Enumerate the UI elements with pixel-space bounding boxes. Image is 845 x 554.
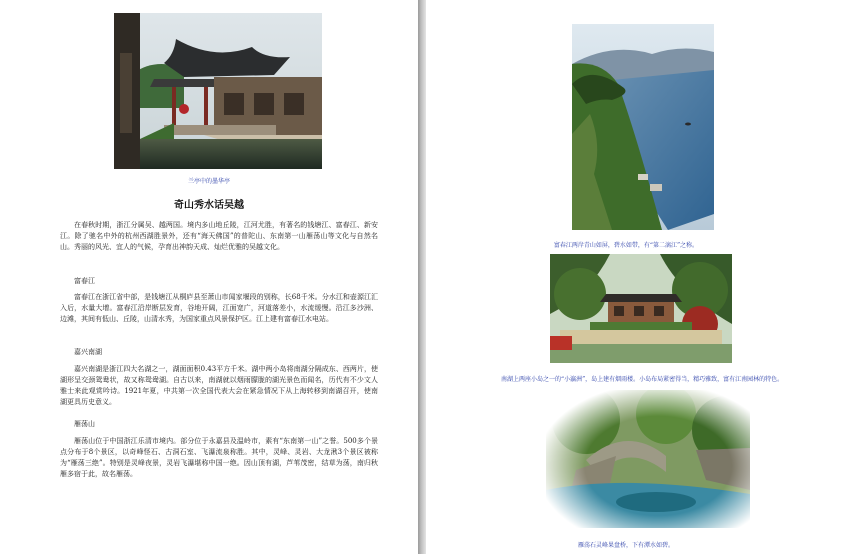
fuchun-caption: 富春江两岸青山如屏，碧水如带，有“第二漓江”之称。: [553, 242, 699, 249]
right-page: [426, 0, 845, 554]
yandang-caption: 雁荡石灵峰果盘桥，下有潭水如碧。: [577, 542, 674, 549]
left-page: [0, 0, 418, 554]
south-lake-caption: 南湖上两座小岛之一的“小瀛洲”，岛上建有烟雨楼。小岛布局紧密得当，精巧雅致，富有江南园林的特色。: [501, 376, 784, 383]
section-text-nanhu: 嘉兴南湖是浙江四大名湖之一，湖面面积0.43平方千米。湖中两小岛将南湖分隔成东、西两片，使湖形呈交颈鸳鸯状，故又称鸳鸯湖。自古以来，南湖就以烟雨朦胧的湖光景色而闻名，历代有不少文人雅士来此观赏吟诗。1921年夏，中共第一次全国代表大会在紧急情况下从上海转移到南湖召开，使南湖更具历史意义。: [60, 365, 378, 406]
page-title: 奇山秀水话吴越: [174, 200, 244, 211]
section-heading-yandang: 雁荡山: [74, 420, 95, 428]
section-text-fuchun: 富春江在浙江省中部，是钱塘江从桐庐县至萧山市闻家堰段的别称，长68千米。分水江和壶源江汇入后，水量大增。富春江沿岸断层发育，谷地开阔，江面宽广，河道落差小，水流缓慢。沿江多沙洲、边滩，其间有低山、丘陵，山清水秀，为国家重点风景保护区。江上建有富春江水电站。: [60, 293, 378, 323]
intro-paragraph: 在春秋时期，浙江分属吴、越两国。境内多山地丘陵，江河尤胜，有著名的钱塘江、富春江、新安江。除了驰名中外的杭州西湖胜景外，还有“海天佛国”的普陀山、东南第一山雁荡山等文化与自然名山。秀丽的风光、宜人的气候，孕育出神韵天成、灿烂优雅的吴越文化。: [60, 221, 378, 251]
south-lake-photo: [550, 254, 732, 363]
photo-caption: 兰亭中的墨华亭: [187, 178, 230, 185]
section-text-yandang: 雁荡山位于中国浙江乐清市境内。部分位于永嘉县及温岭市，素有“东南第一山”之誉。500多个景点分布于8个景区，以奇峰怪石、古洞石室、飞瀑流泉称胜。其中，灵峰、灵岩、大龙湫3个景区被称为“雁荡三绝”。特别是灵峰夜景，灵岩飞瀑堪称中国一绝。因山顶有湖，芦苇茂密，结草为荡，南归秋雁多宿于此，故名雁荡。: [60, 437, 378, 478]
pavilion-photo: [114, 13, 322, 169]
section-heading-fuchun: 富春江: [74, 277, 95, 285]
fuchun-river-photo: [572, 24, 714, 230]
book-gutter: [418, 0, 426, 554]
yandang-photo: [546, 390, 750, 528]
section-heading-nanhu: 嘉兴南湖: [74, 348, 102, 356]
